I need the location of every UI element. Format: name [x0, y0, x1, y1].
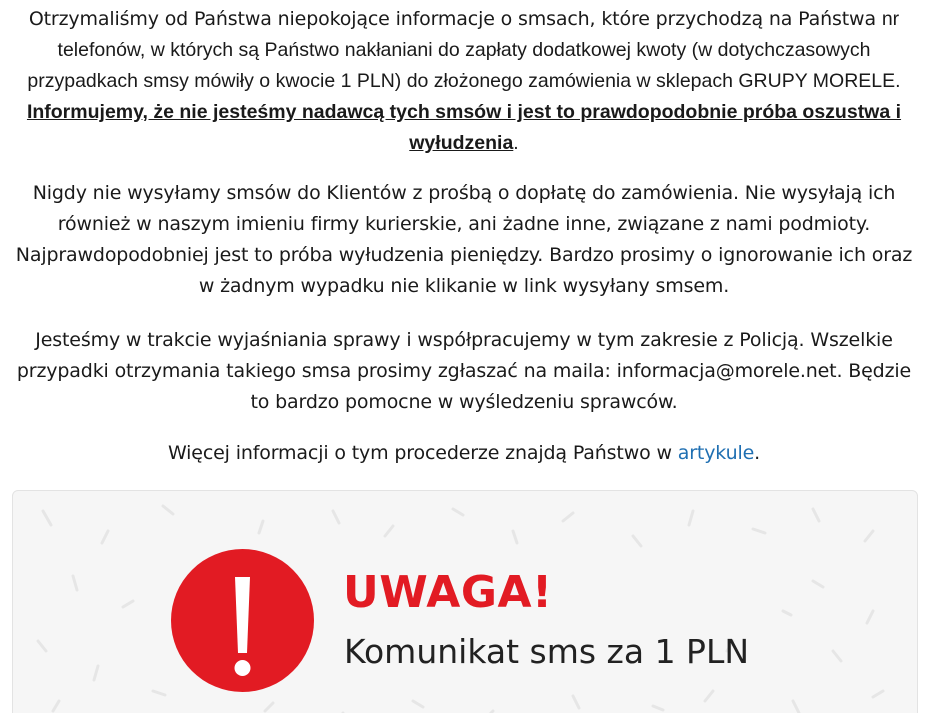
article-link[interactable]: artykule — [677, 442, 755, 464]
paragraph-police: Jesteśmy w trakcie wyjaśniania sprawy i współpracujemy w tym zakresie z Policją. Wszelkie przypadki otrzymania takiego smsa prosimy zgłaszać na maila: informacja@morele.net. Będzie to bardzo pomocne w wyśledzeniu sprawców. — [16, 329, 912, 413]
banner-title: UWAGA! — [343, 567, 553, 618]
warning-statement: Informujemy, że nie jesteśmy nadawcą tych smsów i jest to prawdopodobnie próba oszustwa i wyłudzenia — [26, 101, 902, 154]
paragraph-never-send: Nigdy nie wysyłamy smsów do Klientów z prośbą o dopłatę do zamówienia. Nie wysyłają ich również w naszym imieniu firmy kurierskie, ani żadne inne, związane z nami podmioty. Najprawdopodobniej jest to próba wyłudzenia pieniędzy. Bardzo prosimy o ignorowanie ich oraz w żadnym wypadku nie klikanie w link wysyłany smsem. — [15, 182, 913, 297]
exclamation-icon — [171, 549, 314, 692]
more-info-text: Więcej informacji o tym procederze znajdą Państwo w — [167, 442, 678, 464]
intro-text: Otrzymaliśmy od Państwa niepokojące informacje o smsach, które przychodzą na Państwa — [28, 8, 882, 30]
banner-subtitle: Komunikat sms za 1 PLN — [344, 632, 750, 671]
alert-circle — [171, 549, 314, 692]
more-info-end: . — [754, 442, 761, 464]
warning-banner — [12, 490, 918, 713]
intro-end: . — [513, 132, 519, 154]
paragraph-intro — [8, 4, 920, 159]
intro-text-continued: nr telefonów, w których są Państwo nakłaniani do zapłaty dodatkowej kwoty (w dotychczasowych przypadkach smsy mówiły o kwocie 1 PLN) do złożonego zamówienia w sklepach GRUPY MORELE. — [27, 8, 901, 92]
paragraph-more-info — [8, 438, 920, 469]
